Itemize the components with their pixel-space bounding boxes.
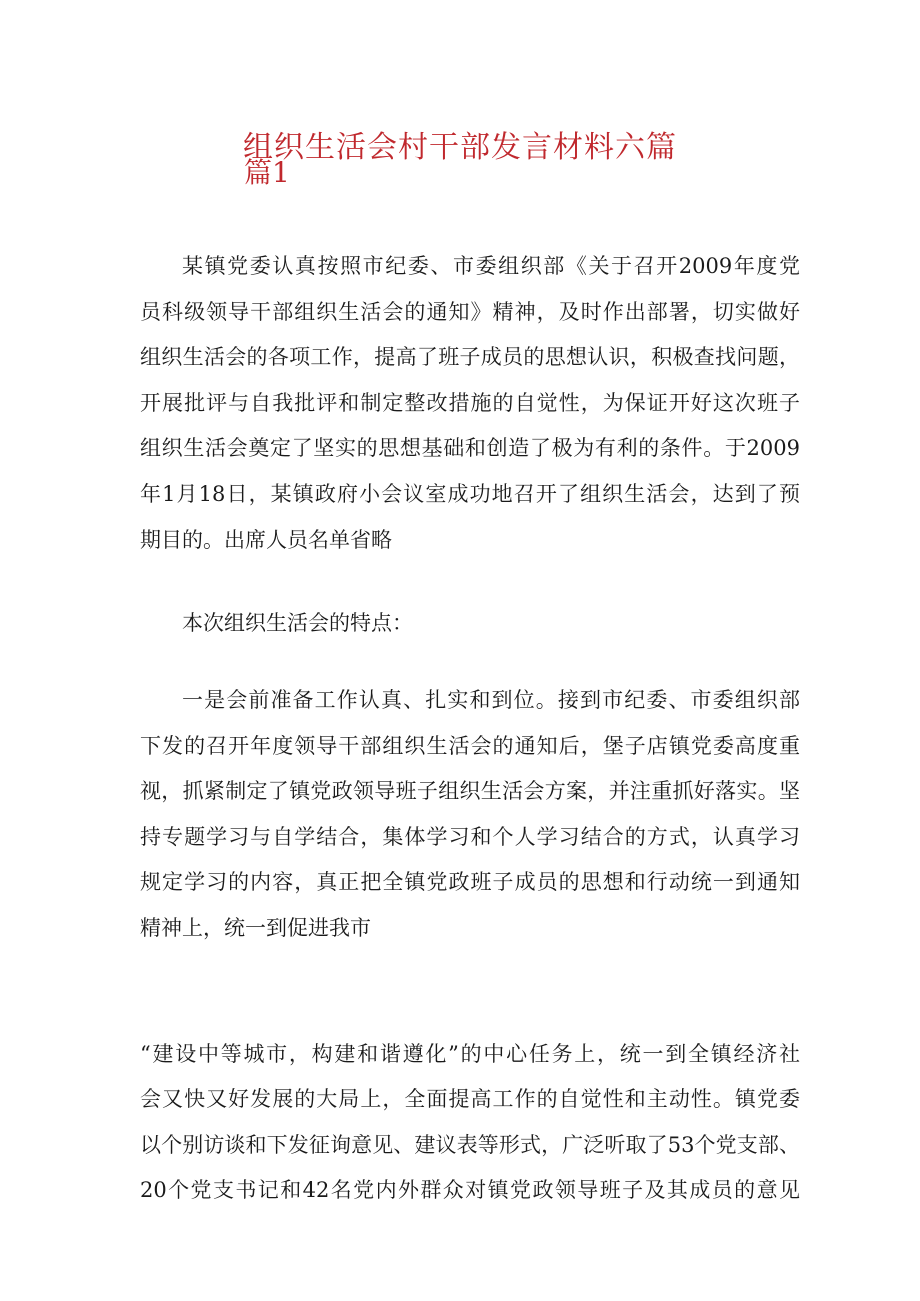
paragraph-line: 开展批评与自我批评和制定整改措施的自觉性，为保证开好这次班子 [140,390,800,415]
paragraph-line: 年1月18日，某镇政府小会议室成功地召开了组织生活会，达到了预 [140,481,800,506]
paragraph-line: 一是会前准备工作认真、扎实和到位。接到市纪委、市委组织部 [182,688,800,712]
paragraph-line: 规定学习的内容，真正把全镇党政班子成员的思想和行动统一到通知 [140,870,800,895]
paragraph-line: “建设中等城市，构建和谐遵化”的中心任务上，统一到全镇经济社 [140,1042,800,1066]
paragraph-2 [140,601,800,647]
document-title: 组织生活会村干部发言材料六篇 [243,130,677,165]
paragraph-1 [140,244,800,563]
paragraph-line: 组织生活会奠定了坚实的思想基础和创造了极为有利的条件。于2009 [140,436,800,461]
paragraph-line: 本次组织生活会的特点： [182,611,413,635]
paragraph-line: 下发的召开年度领导干部组织生活会的通知后，堡子店镇党委高度重 [140,733,800,758]
section-heading: 篇1 [244,156,290,189]
paragraph-line: 某镇党委认真按照市纪委、市委组织部《关于召开2009年度党 [182,254,800,278]
paragraph-line: 会又快又好发展的大局上，全面提高工作的自觉性和主动性。镇党委 [140,1087,800,1112]
paragraph-line: 期目的。出席人员名单省略 [140,527,392,552]
paragraph-line: 视，抓紧制定了镇党政领导班子组织生活会方案，并注重抓好落实。坚 [140,779,800,804]
paragraph-line: 以个别访谈和下发征询意见、建议表等形式，广泛听取了53个党支部、 [140,1132,800,1157]
paragraph-line: 员科级领导干部组织生活会的通知》精神，及时作出部署，切实做好 [140,299,800,324]
paragraph-line: 持专题学习与自学结合，集体学习和个人学习结合的方式，认真学习 [140,824,800,849]
paragraph-4 [140,1032,800,1214]
paragraph-line: 精神上，统一到促进我市 [140,915,371,940]
paragraph-3 [140,678,800,952]
paragraph-line: 20个党支书记和42名党内外群众对镇党政领导班子及其成员的意见 [140,1178,800,1203]
paragraph-line: 组织生活会的各项工作，提高了班子成员的思想认识，积极查找问题， [140,345,800,370]
